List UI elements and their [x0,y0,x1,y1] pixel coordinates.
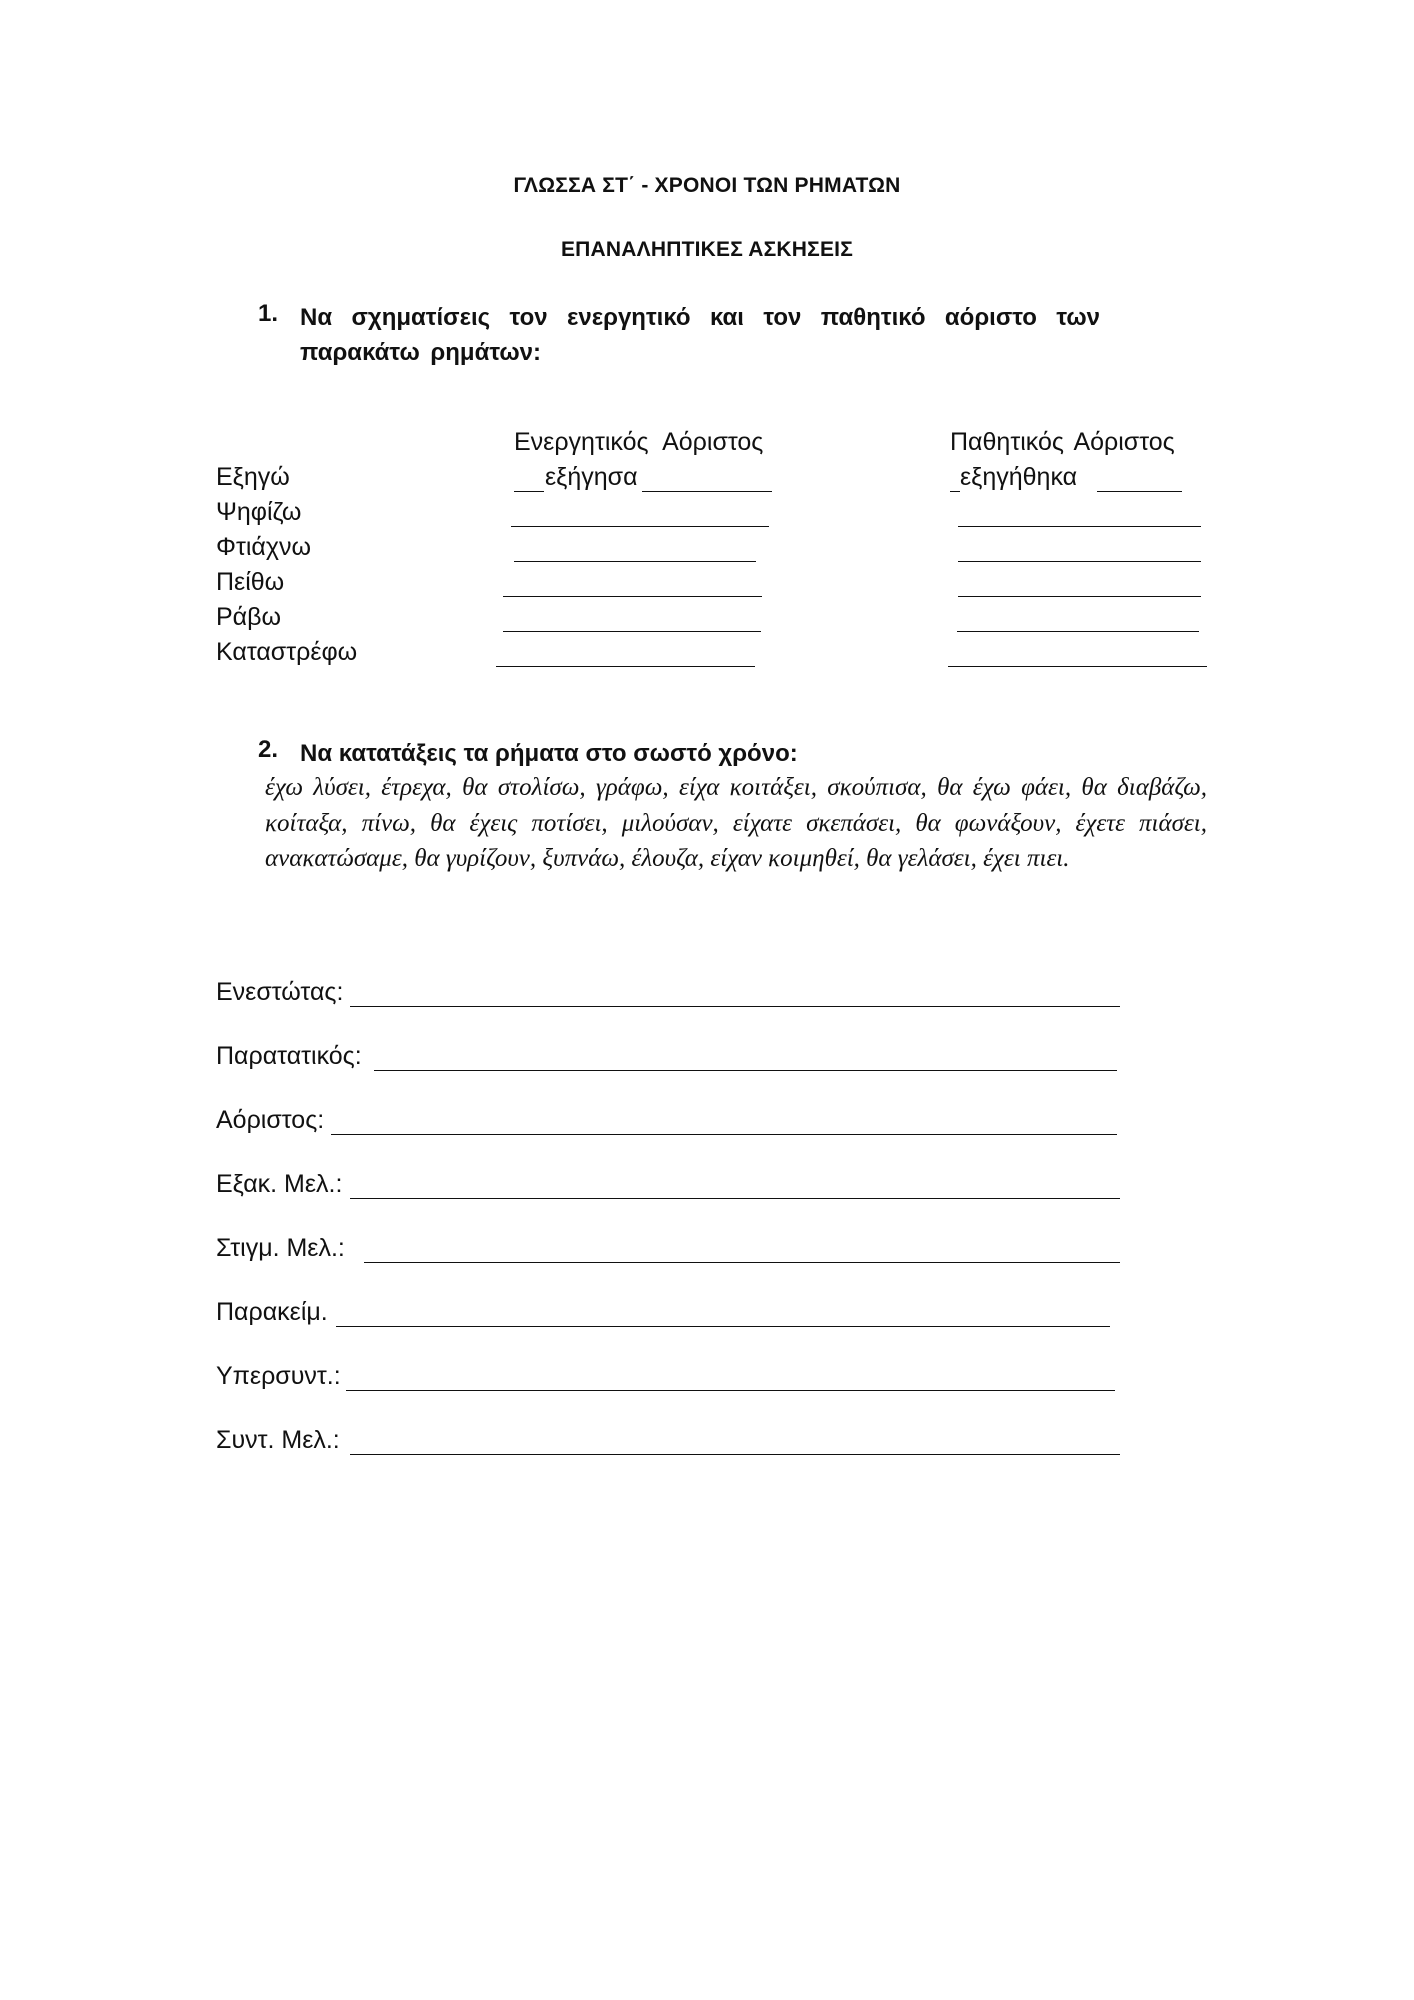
tense-label: Συντ. Μελ.: [216,1426,340,1454]
verb-label: Εξηγώ [216,463,290,491]
answer-blank-line[interactable] [1097,491,1182,492]
tense-answer-line[interactable] [374,1070,1117,1071]
tense-answer-line[interactable] [364,1262,1120,1263]
answer-blank-line[interactable] [950,491,960,492]
tense-label: Υπερσυντ.: [216,1362,341,1390]
example-active-answer: εξήγησα [545,463,638,491]
tense-label: Εξακ. Μελ.: [216,1170,343,1198]
active-answer-blank[interactable] [503,596,762,597]
verb-label: Καταστρέφω [216,638,358,666]
tense-answer-line[interactable] [331,1134,1117,1135]
tense-answer-line[interactable] [336,1326,1110,1327]
passive-answer-blank[interactable] [948,666,1207,667]
tense-answer-line[interactable] [350,1198,1120,1199]
column-header-active-aorist: Ενεργητικός Αόριστος [514,428,764,456]
verb-label: Φτιάχνω [216,533,311,561]
worksheet-title: ΓΛΩΣΣΑ ΣΤ΄ - ΧΡΟΝΟΙ ΤΩΝ ΡΗΜΑΤΩΝ [513,174,901,197]
worksheet-subtitle: ΕΠΑΝΑΛΗΠΤΙΚΕΣ ΑΣΚΗΣΕΙΣ [560,238,854,261]
tense-label: Παρακείμ. [216,1298,328,1326]
exercise-1-number: 1. [258,300,279,327]
tense-label: Αόριστος: [216,1106,325,1134]
verb-label: Ψηφίζω [216,498,302,526]
tense-label: Ενεστώτας: [216,978,344,1006]
answer-blank-line[interactable] [642,491,772,492]
tense-answer-line[interactable] [350,1454,1120,1455]
tense-label: Παρατατικός: [216,1042,362,1070]
tense-answer-line[interactable] [346,1390,1115,1391]
tense-answer-line[interactable] [350,1006,1120,1007]
exercise-2-number: 2. [258,736,279,763]
verb-label: Πείθω [216,568,285,596]
active-answer-blank[interactable] [503,631,761,632]
answer-blank-line[interactable] [514,491,544,492]
exercise-2-verb-list: έχω λύσει, έτρεχα, θα στολίσω, γράφω, είχα κοιτάξει, σκούπισα, θα έχω φάει, θα διαβάζω, κοίταξα, πίνω, θα έχεις ποτίσει, μιλούσαν, είχατε σκεπάσει, θα φωνάξουν, έχετε πιάσει, ανακατώσαμε, θα γυρίζουν, ξυπνάω, έλουζα, είχαν κοιμηθεί, θα γελάσει, έχει πιει. [265,774,1207,872]
passive-answer-blank[interactable] [957,631,1199,632]
passive-answer-blank[interactable] [958,596,1201,597]
passive-answer-blank[interactable] [958,561,1201,562]
exercise-1-instruction: Να σχηματίσεις τον ενεργητικό και τον παθητικό αόριστο των παρακάτω ρημάτων: [300,304,1100,366]
active-answer-blank[interactable] [514,561,756,562]
verb-label: Ράβω [216,603,282,631]
column-header-passive-aorist: Παθητικός Αόριστος [950,428,1175,456]
example-passive-answer: εξηγήθηκα [960,463,1078,491]
exercise-2-instruction: Να κατατάξεις τα ρήματα στο σωστό χρόνο: [300,740,798,767]
active-answer-blank[interactable] [511,526,769,527]
active-answer-blank[interactable] [496,666,755,667]
tense-label: Στιγμ. Μελ.: [216,1234,345,1262]
passive-answer-blank[interactable] [958,526,1201,527]
